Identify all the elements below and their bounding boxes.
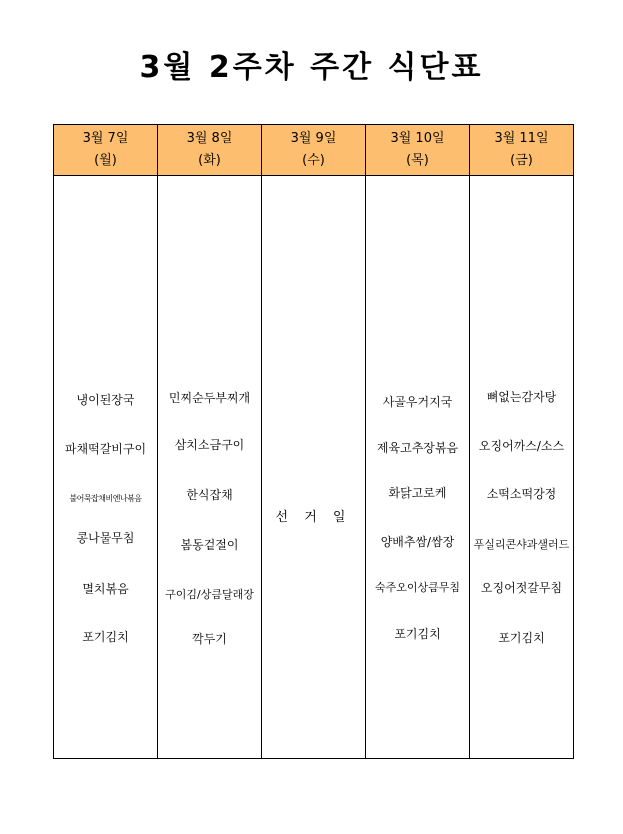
day-header-fri	[470, 125, 574, 176]
menu-item: 삼치소금구이	[174, 438, 245, 452]
day-date: 3월 9일	[290, 131, 337, 146]
day-weekday: (월)	[94, 153, 117, 168]
menu-item: 오징어젓갈무침	[480, 581, 563, 595]
menu-item: 소떡소떡강정	[486, 487, 557, 501]
menu-item: 불어묵잡채비엔나볶음	[69, 494, 142, 503]
day-weekday: (수)	[302, 153, 325, 168]
menu-item: 푸실리콘샤과샐러드	[473, 538, 570, 551]
day-weekday: (화)	[198, 153, 221, 168]
day-weekday: (금)	[510, 153, 533, 168]
menu-item: 제육고추장볶음	[376, 441, 459, 455]
page-title: 3월 2주차 주간 식단표	[139, 50, 484, 85]
menu-row	[54, 176, 574, 759]
day-header-wed	[262, 125, 366, 176]
weekly-menu-table	[53, 124, 574, 759]
day-header-thu	[366, 125, 470, 176]
day-date: 3월 10일	[390, 131, 445, 146]
menu-item: 포기김치	[82, 630, 129, 644]
menu-item: 콩나물무침	[76, 531, 135, 545]
menu-cell-thu	[366, 176, 470, 759]
day-date: 3월 7일	[82, 131, 129, 146]
menu-item: 숙주오이상큼무침	[374, 581, 460, 594]
menu-item: 봄동겉절이	[180, 538, 239, 552]
menu-item: 뼈없는감자탕	[486, 390, 557, 404]
menu-cell-mon	[54, 176, 158, 759]
menu-item: 사골우거지국	[382, 395, 453, 409]
menu-item: 포기김치	[394, 627, 441, 641]
menu-item: 화닭고로케	[388, 486, 447, 500]
menu-cell-tue	[158, 176, 262, 759]
menu-item: 깍두기	[192, 632, 227, 646]
day-date: 3월 8일	[186, 131, 233, 146]
day-header-mon	[54, 125, 158, 176]
menu-item: 구이김/상큼달래장	[165, 588, 254, 601]
menu-item: 냉이된장국	[76, 393, 135, 407]
day-weekday: (목)	[406, 153, 429, 168]
menu-item: 민찌순두부찌개	[168, 391, 251, 405]
holiday-label: 선 거 일	[275, 510, 352, 525]
date-header-row	[54, 125, 574, 176]
menu-item: 한식잡채	[186, 488, 233, 502]
menu-item: 포기김치	[498, 631, 545, 645]
menu-item: 양배추쌈/쌈장	[380, 535, 455, 549]
day-header-tue	[158, 125, 262, 176]
menu-cell-wed	[262, 176, 366, 759]
menu-item: 파채떡갈비구이	[64, 442, 147, 456]
menu-cell-fri	[470, 176, 574, 759]
day-date: 3월 11일	[494, 131, 549, 146]
menu-item: 오징어까스/소스	[478, 439, 565, 453]
menu-item: 멸치볶음	[82, 582, 129, 596]
